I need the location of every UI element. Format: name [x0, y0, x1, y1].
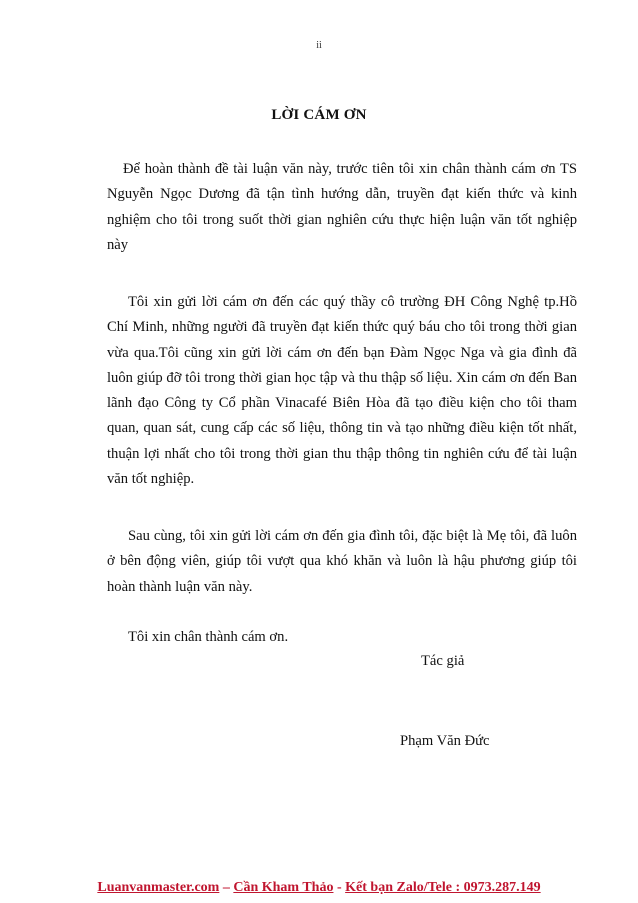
author-role: Tác giả: [421, 653, 465, 669]
page-number: ii: [316, 40, 322, 51]
paragraph-thanks-advisor: Để hoàn thành đề tài luận văn này, trước tiên tôi xin chân thành cám ơn TS Nguyễn Ngọc Dương đã tận tình hướng dẫn, truyền đạt kiến thức và kinh nghiệm cho tôi trong suốt thời gian nghiên cứu thực hiện luận văn tốt nghiệp này: [107, 161, 577, 253]
paragraph-closing: Tôi xin chân thành cám ơn.: [128, 629, 289, 645]
footer-banner: [0, 880, 638, 896]
footer-site-link[interactable]: Luanvanmaster.com: [97, 880, 220, 895]
footer-contact-info-link[interactable]: Kết bạn Zalo/Tele : 0973.287.149: [345, 880, 541, 895]
page-title: LỜI CÁM ƠN: [271, 107, 367, 123]
paragraph-thanks-teachers: Tôi xin gửi lời cám ơn đến các quý thầy cô trường ĐH Công Nghệ tp.Hồ Chí Minh, những người đã truyền đạt kiến thức quý báu cho tôi trong thời gian vừa qua.Tôi cũng xin gửi lời cám ơn đến bạn Đàm Ngọc Nga và gia đình đã luôn giúp đỡ tôi trong thời gian học tập và thu thập số liệu. Xin cám ơn đến Ban lãnh đạo Công ty Cổ phần Vinacafé Biên Hòa đã tạo điều kiện cho tôi tham quan, quan sát, cung cấp các số liệu, thông tin và tạo những điều kiện tốt nhất, thuận lợi nhất cho tôi trong thời gian thu thập thông tin nghiên cứu để tài luận văn tốt nghiệp.: [107, 294, 577, 488]
paragraph-thanks-family: Sau cùng, tôi xin gửi lời cám ơn đến gia đình tôi, đặc biệt là Mẹ tôi, đã luôn ở bên động viên, giúp tôi vượt qua khó khăn và luôn là hậu phương giúp tôi hoàn thành luận văn này.: [107, 528, 577, 595]
author-name: Phạm Văn Đức: [400, 733, 490, 749]
footer-contact-name-link[interactable]: Cần Kham Thảo: [233, 880, 334, 895]
footer-separator-2: -: [333, 880, 346, 895]
footer-separator-1: –: [219, 880, 234, 895]
